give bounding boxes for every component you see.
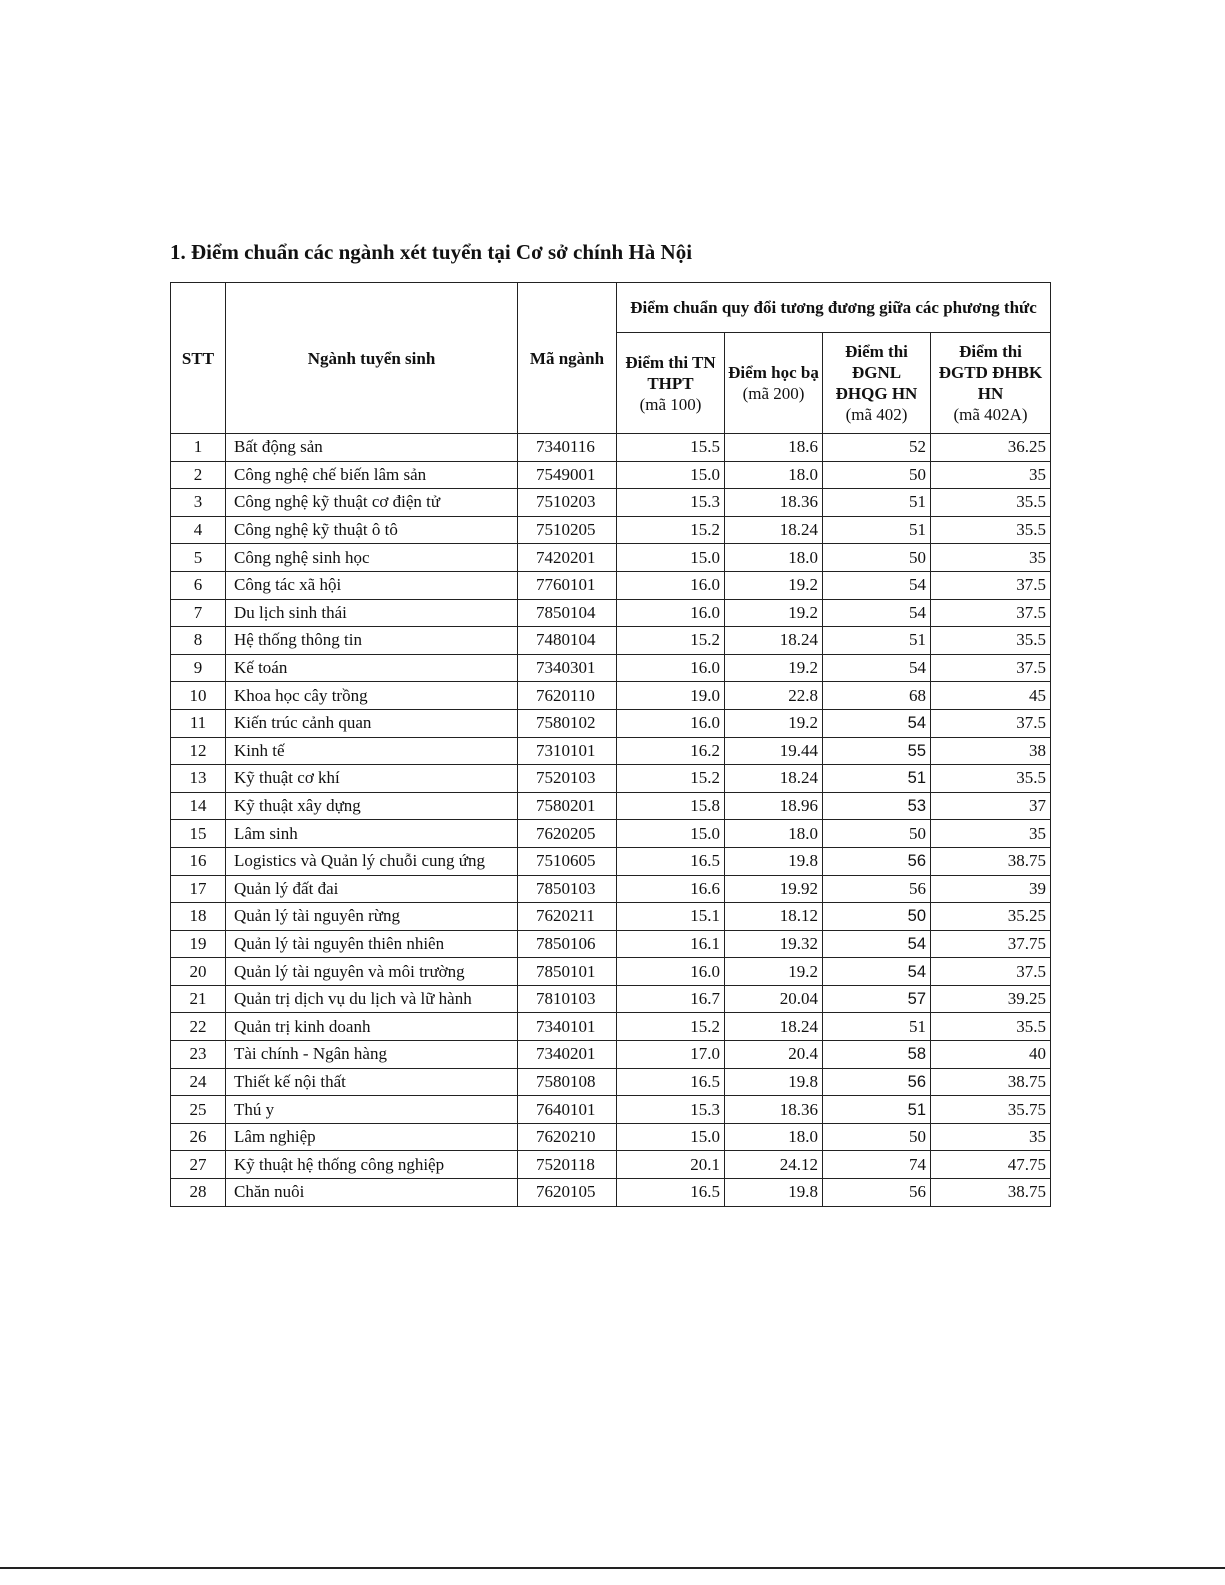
cell-code: 7310101 [518, 737, 617, 765]
cell-major: Kỹ thuật hệ thống công nghiệp [226, 1151, 518, 1179]
cell-stt: 6 [171, 571, 226, 599]
cell-dgtd-score: 37.5 [931, 709, 1051, 737]
header-dgnl-title: Điểm thi ĐGNL ĐHQG HN [835, 342, 918, 403]
cell-code: 7480104 [518, 627, 617, 655]
cell-thpt-score: 15.0 [617, 820, 725, 848]
cell-hocba-score: 18.24 [725, 627, 823, 655]
cell-major: Quản lý tài nguyên thiên nhiên [226, 930, 518, 958]
cell-stt: 8 [171, 627, 226, 655]
cell-code: 7620205 [518, 820, 617, 848]
cell-thpt-score: 16.0 [617, 958, 725, 986]
table-row [171, 1123, 1051, 1151]
table-row [171, 792, 1051, 820]
cell-dgnl-score: 50 [823, 544, 931, 572]
cell-hocba-score: 19.2 [725, 709, 823, 737]
table-row [171, 434, 1051, 462]
cell-thpt-score: 17.0 [617, 1041, 725, 1069]
table-row [171, 1096, 1051, 1124]
cell-dgnl-score: 51 [823, 516, 931, 544]
cell-dgtd-score: 37.5 [931, 958, 1051, 986]
cell-thpt-score: 15.2 [617, 516, 725, 544]
cell-hocba-score: 18.36 [725, 489, 823, 517]
cell-code: 7580201 [518, 792, 617, 820]
cell-dgnl-score: 54 [823, 654, 931, 682]
cell-stt: 24 [171, 1068, 226, 1096]
cell-dgnl-score: 50 [823, 1123, 931, 1151]
header-hocba-title: Điểm học bạ [728, 363, 819, 382]
cell-thpt-score: 15.0 [617, 544, 725, 572]
cell-stt: 3 [171, 489, 226, 517]
header-stt: STT [171, 283, 226, 434]
cell-stt: 15 [171, 820, 226, 848]
cell-stt: 13 [171, 765, 226, 793]
cell-hocba-score: 20.04 [725, 985, 823, 1013]
table-row [171, 765, 1051, 793]
page-title: 1. Điểm chuẩn các ngành xét tuyển tại Cơ sở chính Hà Nội [170, 240, 693, 264]
cell-dgtd-score: 35.5 [931, 489, 1051, 517]
cell-stt: 5 [171, 544, 226, 572]
cell-dgnl-score: 51 [823, 765, 931, 793]
cell-dgtd-score: 35.5 [931, 1013, 1051, 1041]
table-row [171, 599, 1051, 627]
table-row [171, 709, 1051, 737]
cell-dgtd-score: 40 [931, 1041, 1051, 1069]
cell-thpt-score: 15.1 [617, 903, 725, 931]
cell-dgtd-score: 36.25 [931, 434, 1051, 462]
cell-dgtd-score: 35.5 [931, 627, 1051, 655]
table-row [171, 875, 1051, 903]
cell-dgtd-score: 45 [931, 682, 1051, 710]
cell-major: Công nghệ sinh học [226, 544, 518, 572]
table-row [171, 654, 1051, 682]
cell-hocba-score: 18.0 [725, 461, 823, 489]
page-bottom-rule [0, 1567, 1225, 1569]
cell-thpt-score: 16.0 [617, 599, 725, 627]
cell-dgnl-score: 58 [823, 1041, 931, 1069]
table-row [171, 1068, 1051, 1096]
cell-major: Du lịch sinh thái [226, 599, 518, 627]
cell-stt: 19 [171, 930, 226, 958]
cell-stt: 11 [171, 709, 226, 737]
cell-dgnl-score: 51 [823, 489, 931, 517]
cell-hocba-score: 18.24 [725, 765, 823, 793]
cell-code: 7580108 [518, 1068, 617, 1096]
cell-code: 7850106 [518, 930, 617, 958]
cell-major: Quản trị dịch vụ du lịch và lữ hành [226, 985, 518, 1013]
cell-stt: 14 [171, 792, 226, 820]
cell-dgnl-score: 51 [823, 1013, 931, 1041]
cell-dgtd-score: 35 [931, 461, 1051, 489]
cell-major: Thú y [226, 1096, 518, 1124]
cell-major: Khoa học cây trồng [226, 682, 518, 710]
header-dgtd-code: (mã 402A) [953, 405, 1028, 424]
cell-hocba-score: 19.2 [725, 571, 823, 599]
cell-code: 7760101 [518, 571, 617, 599]
cell-code: 7510205 [518, 516, 617, 544]
cell-hocba-score: 19.2 [725, 958, 823, 986]
cell-stt: 21 [171, 985, 226, 1013]
cell-code: 7620105 [518, 1179, 617, 1207]
cell-code: 7510203 [518, 489, 617, 517]
cell-code: 7620110 [518, 682, 617, 710]
cell-dgtd-score: 38.75 [931, 1179, 1051, 1207]
cell-code: 7640101 [518, 1096, 617, 1124]
cell-major: Kinh tế [226, 737, 518, 765]
cell-major: Kỹ thuật cơ khí [226, 765, 518, 793]
cell-major: Quản trị kinh doanh [226, 1013, 518, 1041]
cell-dgnl-score: 51 [823, 627, 931, 655]
cell-dgtd-score: 35 [931, 1123, 1051, 1151]
cell-dgnl-score: 50 [823, 903, 931, 931]
cell-hocba-score: 19.8 [725, 1068, 823, 1096]
cell-thpt-score: 15.0 [617, 1123, 725, 1151]
cell-hocba-score: 18.12 [725, 903, 823, 931]
header-dgtd-title: Điểm thi ĐGTD ĐHBK HN [938, 342, 1043, 403]
header-dgtd [931, 333, 1051, 434]
cell-major: Quản lý tài nguyên rừng [226, 903, 518, 931]
table-row [171, 1179, 1051, 1207]
cell-thpt-score: 15.8 [617, 792, 725, 820]
cell-dgnl-score: 50 [823, 820, 931, 848]
cell-thpt-score: 16.2 [617, 737, 725, 765]
cell-code: 7340116 [518, 434, 617, 462]
cell-stt: 17 [171, 875, 226, 903]
cell-code: 7850101 [518, 958, 617, 986]
cell-hocba-score: 19.2 [725, 599, 823, 627]
table-header [171, 283, 1051, 434]
cell-hocba-score: 18.6 [725, 434, 823, 462]
cell-major: Công nghệ chế biến lâm sản [226, 461, 518, 489]
cell-dgtd-score: 38 [931, 737, 1051, 765]
table-row [171, 930, 1051, 958]
cell-dgtd-score: 35 [931, 820, 1051, 848]
cell-stt: 12 [171, 737, 226, 765]
cell-code: 7510605 [518, 847, 617, 875]
cell-hocba-score: 19.8 [725, 847, 823, 875]
cell-thpt-score: 15.2 [617, 1013, 725, 1041]
cell-code: 7620210 [518, 1123, 617, 1151]
table-row [171, 820, 1051, 848]
cell-dgnl-score: 56 [823, 847, 931, 875]
cell-major: Hệ thống thông tin [226, 627, 518, 655]
cell-dgtd-score: 35 [931, 544, 1051, 572]
cell-dgnl-score: 54 [823, 571, 931, 599]
cell-dgnl-score: 54 [823, 599, 931, 627]
cell-stt: 10 [171, 682, 226, 710]
cell-dgtd-score: 38.75 [931, 1068, 1051, 1096]
cell-code: 7810103 [518, 985, 617, 1013]
cell-dgtd-score: 39.25 [931, 985, 1051, 1013]
cell-stt: 25 [171, 1096, 226, 1124]
cell-dgnl-score: 52 [823, 434, 931, 462]
cell-code: 7580102 [518, 709, 617, 737]
cell-dgnl-score: 53 [823, 792, 931, 820]
cell-thpt-score: 15.3 [617, 1096, 725, 1124]
cell-thpt-score: 19.0 [617, 682, 725, 710]
cell-dgtd-score: 35.5 [931, 516, 1051, 544]
cell-hocba-score: 18.0 [725, 544, 823, 572]
cell-stt: 22 [171, 1013, 226, 1041]
cell-dgnl-score: 54 [823, 930, 931, 958]
header-hocba [725, 333, 823, 434]
table-row [171, 903, 1051, 931]
table-row [171, 516, 1051, 544]
cell-dgnl-score: 68 [823, 682, 931, 710]
table-row [171, 1151, 1051, 1179]
cell-thpt-score: 16.6 [617, 875, 725, 903]
cell-hocba-score: 24.12 [725, 1151, 823, 1179]
header-thpt [617, 333, 725, 434]
cell-thpt-score: 16.1 [617, 930, 725, 958]
cell-code: 7420201 [518, 544, 617, 572]
table-row [171, 985, 1051, 1013]
admission-scores-table [170, 282, 1051, 1207]
cell-stt: 4 [171, 516, 226, 544]
cell-stt: 9 [171, 654, 226, 682]
table-row [171, 847, 1051, 875]
cell-dgnl-score: 74 [823, 1151, 931, 1179]
table-row [171, 461, 1051, 489]
header-dgnl [823, 333, 931, 434]
cell-hocba-score: 18.36 [725, 1096, 823, 1124]
cell-stt: 20 [171, 958, 226, 986]
cell-dgnl-score: 56 [823, 1179, 931, 1207]
cell-dgtd-score: 39 [931, 875, 1051, 903]
table-row [171, 571, 1051, 599]
header-thpt-code: (mã 100) [639, 394, 702, 414]
cell-major: Kế toán [226, 654, 518, 682]
cell-major: Tài chính - Ngân hàng [226, 1041, 518, 1069]
cell-dgtd-score: 35.25 [931, 903, 1051, 931]
cell-major: Thiết kế nội thất [226, 1068, 518, 1096]
cell-thpt-score: 16.5 [617, 1179, 725, 1207]
cell-code: 7850103 [518, 875, 617, 903]
cell-dgtd-score: 35.75 [931, 1096, 1051, 1124]
cell-thpt-score: 16.0 [617, 654, 725, 682]
table-row [171, 958, 1051, 986]
cell-stt: 27 [171, 1151, 226, 1179]
table-row [171, 489, 1051, 517]
cell-dgnl-score: 57 [823, 985, 931, 1013]
cell-hocba-score: 18.0 [725, 1123, 823, 1151]
cell-major: Lâm sinh [226, 820, 518, 848]
cell-hocba-score: 19.44 [725, 737, 823, 765]
cell-hocba-score: 19.8 [725, 1179, 823, 1207]
cell-thpt-score: 15.5 [617, 434, 725, 462]
cell-major: Công nghệ kỹ thuật ô tô [226, 516, 518, 544]
table-body [171, 434, 1051, 1207]
cell-stt: 26 [171, 1123, 226, 1151]
cell-dgnl-score: 56 [823, 875, 931, 903]
header-hocba-code: (mã 200) [742, 384, 805, 403]
cell-thpt-score: 16.5 [617, 847, 725, 875]
cell-code: 7620211 [518, 903, 617, 931]
table-row [171, 1041, 1051, 1069]
cell-code: 7340201 [518, 1041, 617, 1069]
table-row [171, 1013, 1051, 1041]
cell-major: Kỹ thuật xây dựng [226, 792, 518, 820]
cell-code: 7520103 [518, 765, 617, 793]
cell-major: Quản lý đất đai [226, 875, 518, 903]
cell-hocba-score: 19.92 [725, 875, 823, 903]
cell-thpt-score: 16.0 [617, 571, 725, 599]
cell-major: Lâm nghiệp [226, 1123, 518, 1151]
cell-dgtd-score: 37.5 [931, 599, 1051, 627]
cell-hocba-score: 18.96 [725, 792, 823, 820]
cell-stt: 1 [171, 434, 226, 462]
cell-major: Quản lý tài nguyên và môi trường [226, 958, 518, 986]
cell-major: Chăn nuôi [226, 1179, 518, 1207]
table-row [171, 682, 1051, 710]
cell-thpt-score: 15.3 [617, 489, 725, 517]
cell-stt: 16 [171, 847, 226, 875]
header-dgnl-code: (mã 402) [845, 405, 908, 424]
cell-dgtd-score: 38.75 [931, 847, 1051, 875]
cell-hocba-score: 18.0 [725, 820, 823, 848]
cell-hocba-score: 22.8 [725, 682, 823, 710]
cell-dgnl-score: 55 [823, 737, 931, 765]
table-row [171, 544, 1051, 572]
cell-thpt-score: 15.2 [617, 627, 725, 655]
cell-major: Logistics và Quản lý chuỗi cung ứng [226, 847, 518, 875]
cell-dgtd-score: 47.75 [931, 1151, 1051, 1179]
header-major: Ngành tuyển sinh [226, 283, 518, 434]
cell-stt: 28 [171, 1179, 226, 1207]
table-row [171, 627, 1051, 655]
cell-code: 7850104 [518, 599, 617, 627]
cell-code: 7549001 [518, 461, 617, 489]
header-thpt-title: Điểm thi TN THPT [625, 352, 716, 393]
cell-major: Công nghệ kỹ thuật cơ điện tử [226, 489, 518, 517]
cell-hocba-score: 20.4 [725, 1041, 823, 1069]
cell-thpt-score: 15.2 [617, 765, 725, 793]
cell-major: Kiến trúc cảnh quan [226, 709, 518, 737]
cell-thpt-score: 15.0 [617, 461, 725, 489]
cell-major: Công tác xã hội [226, 571, 518, 599]
cell-thpt-score: 20.1 [617, 1151, 725, 1179]
cell-code: 7340101 [518, 1013, 617, 1041]
cell-hocba-score: 18.24 [725, 1013, 823, 1041]
table-row [171, 737, 1051, 765]
cell-hocba-score: 19.2 [725, 654, 823, 682]
cell-thpt-score: 16.7 [617, 985, 725, 1013]
cell-stt: 2 [171, 461, 226, 489]
cell-thpt-score: 16.0 [617, 709, 725, 737]
cell-dgtd-score: 37 [931, 792, 1051, 820]
cell-code: 7340301 [518, 654, 617, 682]
cell-stt: 7 [171, 599, 226, 627]
cell-dgnl-score: 54 [823, 958, 931, 986]
cell-thpt-score: 16.5 [617, 1068, 725, 1096]
cell-dgtd-score: 37.5 [931, 571, 1051, 599]
cell-major: Bất động sản [226, 434, 518, 462]
cell-dgnl-score: 50 [823, 461, 931, 489]
cell-stt: 18 [171, 903, 226, 931]
cell-dgtd-score: 37.75 [931, 930, 1051, 958]
header-equivalent-scores: Điểm chuẩn quy đổi tương đương giữa các phương thức [617, 283, 1051, 333]
cell-stt: 23 [171, 1041, 226, 1069]
header-code: Mã ngành [518, 283, 617, 434]
cell-dgtd-score: 35.5 [931, 765, 1051, 793]
cell-dgnl-score: 51 [823, 1096, 931, 1124]
cell-dgtd-score: 37.5 [931, 654, 1051, 682]
cell-code: 7520118 [518, 1151, 617, 1179]
cell-hocba-score: 18.24 [725, 516, 823, 544]
cell-dgnl-score: 56 [823, 1068, 931, 1096]
cell-dgnl-score: 54 [823, 709, 931, 737]
cell-hocba-score: 19.32 [725, 930, 823, 958]
